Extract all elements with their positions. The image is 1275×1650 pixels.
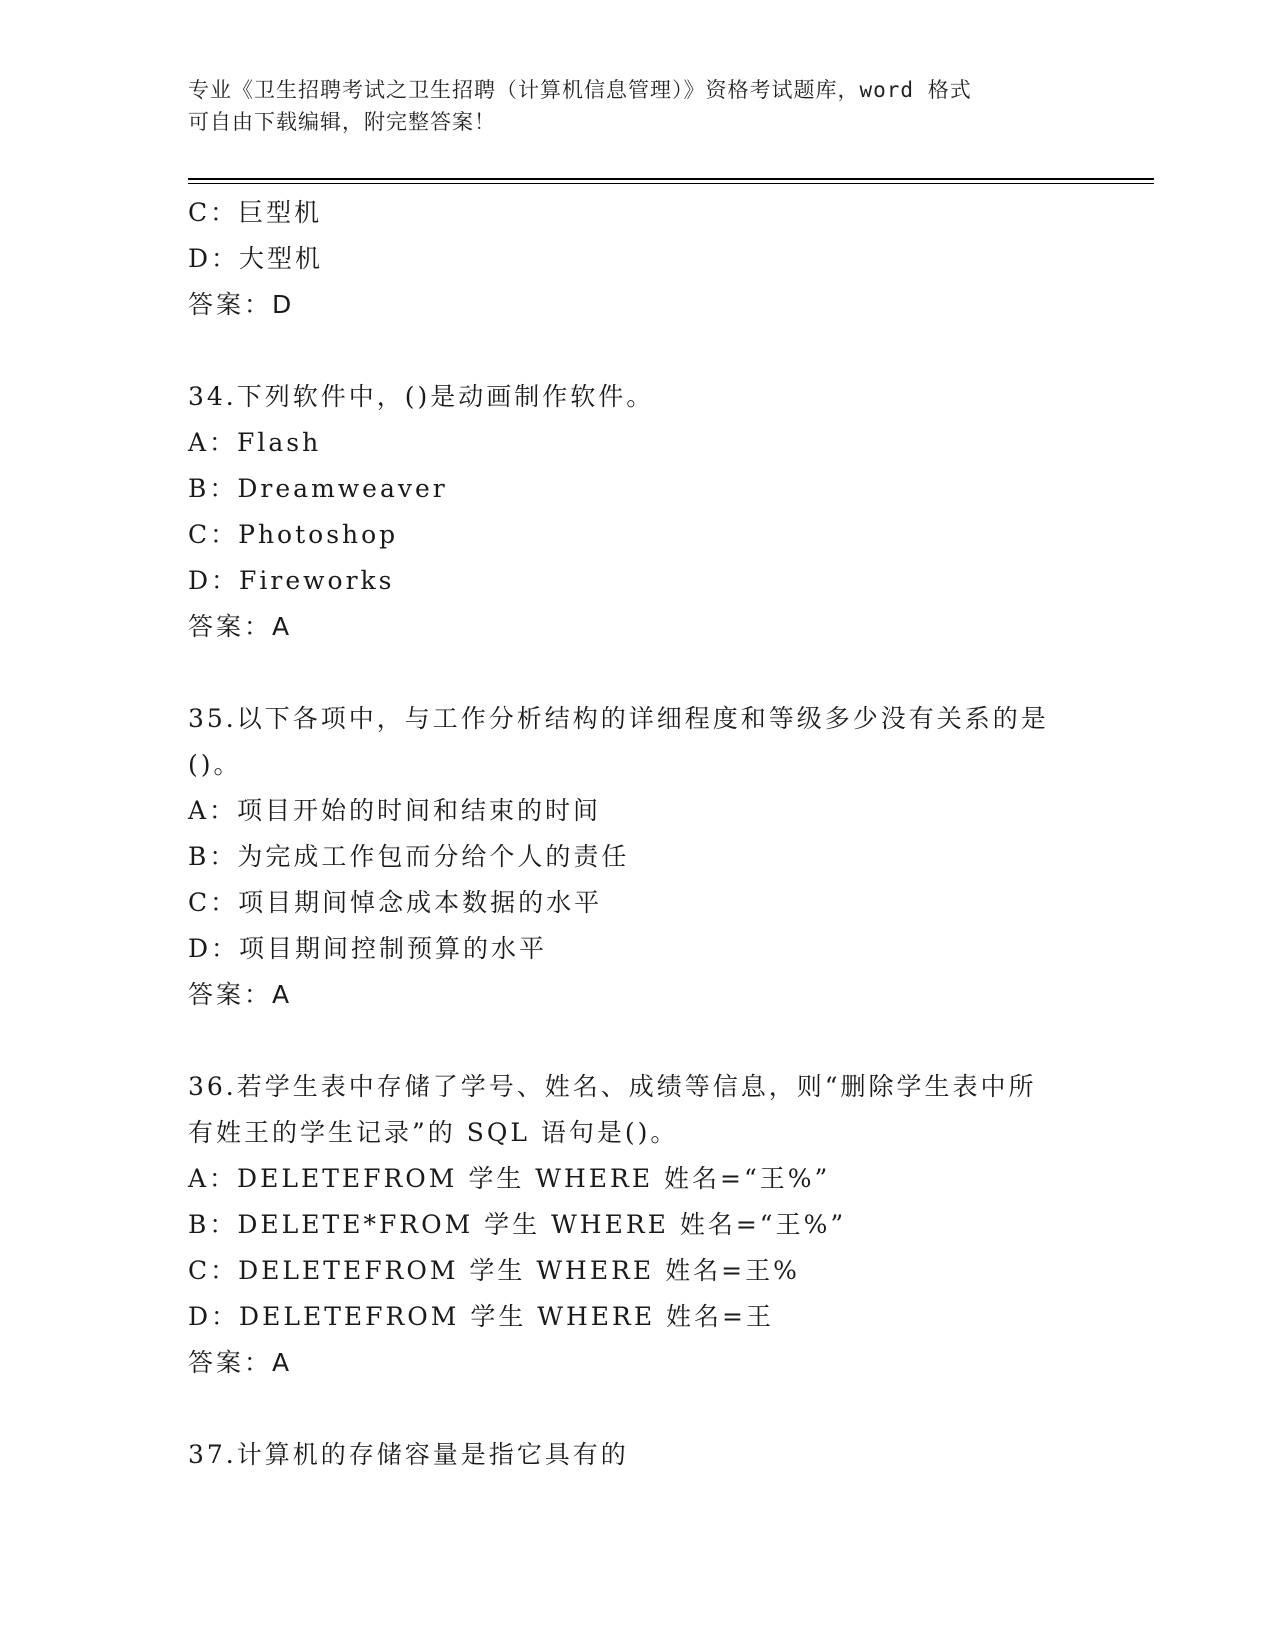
option-c: C：DELETEFROM 学生 WHERE 姓名=王% xyxy=(188,1256,800,1285)
option-c: C：巨型机 xyxy=(188,198,323,227)
question-36 xyxy=(188,1064,1088,1386)
header-divider-thick xyxy=(188,178,1154,180)
option-a: A：项目开始的时间和结束的时间 xyxy=(188,796,602,825)
answer: 答案：D xyxy=(188,290,295,319)
option-c: C：Photoshop xyxy=(188,520,399,549)
question-33-continued xyxy=(188,190,1088,328)
option-d: D：大型机 xyxy=(188,244,324,273)
question-35 xyxy=(188,696,1088,1018)
document-header xyxy=(188,74,1068,138)
spacer xyxy=(188,650,1088,696)
question-title: 37.计算机的存储容量是指它具有的 xyxy=(188,1440,629,1469)
header-line-1: 专业《卫生招聘考试之卫生招聘（计算机信息管理）》资格考试题库，word 格式 xyxy=(188,78,972,102)
option-a: A：DELETEFROM 学生 WHERE 姓名=“王%” xyxy=(188,1164,831,1193)
option-b: B：DELETE*FROM 学生 WHERE 姓名=“王%” xyxy=(188,1210,847,1239)
question-title-line-2: 有姓王的学生记录”的 SQL 语句是()。 xyxy=(188,1118,679,1147)
option-c: C：项目期间悼念成本数据的水平 xyxy=(188,888,603,917)
question-37 xyxy=(188,1432,1088,1478)
header-divider-thin xyxy=(188,183,1154,184)
question-title-line-1: 35.以下各项中，与工作分析结构的详细程度和等级多少没有关系的是 xyxy=(188,704,1049,733)
option-b: B：为完成工作包而分给个人的责任 xyxy=(188,842,630,871)
answer: 答案：A xyxy=(188,980,293,1009)
question-34 xyxy=(188,374,1088,650)
question-title-line-2: ()。 xyxy=(188,750,242,779)
question-list xyxy=(188,190,1088,1478)
spacer xyxy=(188,1018,1088,1064)
option-b: B：Dreamweaver xyxy=(188,474,448,503)
option-d: D：DELETEFROM 学生 WHERE 姓名=王 xyxy=(188,1302,774,1331)
answer: 答案：A xyxy=(188,612,293,641)
question-title: 34.下列软件中，()是动画制作软件。 xyxy=(188,382,655,411)
question-title-line-1: 36.若学生表中存储了学号、姓名、成绩等信息，则“删除学生表中所 xyxy=(188,1072,1037,1101)
answer: 答案：A xyxy=(188,1348,293,1377)
header-line-2: 可自由下载编辑，附完整答案！ xyxy=(188,110,496,134)
spacer xyxy=(188,328,1088,374)
spacer xyxy=(188,1386,1088,1432)
option-a: A：Flash xyxy=(188,428,322,457)
option-d: D：Fireworks xyxy=(188,566,395,595)
option-d: D：项目期间控制预算的水平 xyxy=(188,934,548,963)
